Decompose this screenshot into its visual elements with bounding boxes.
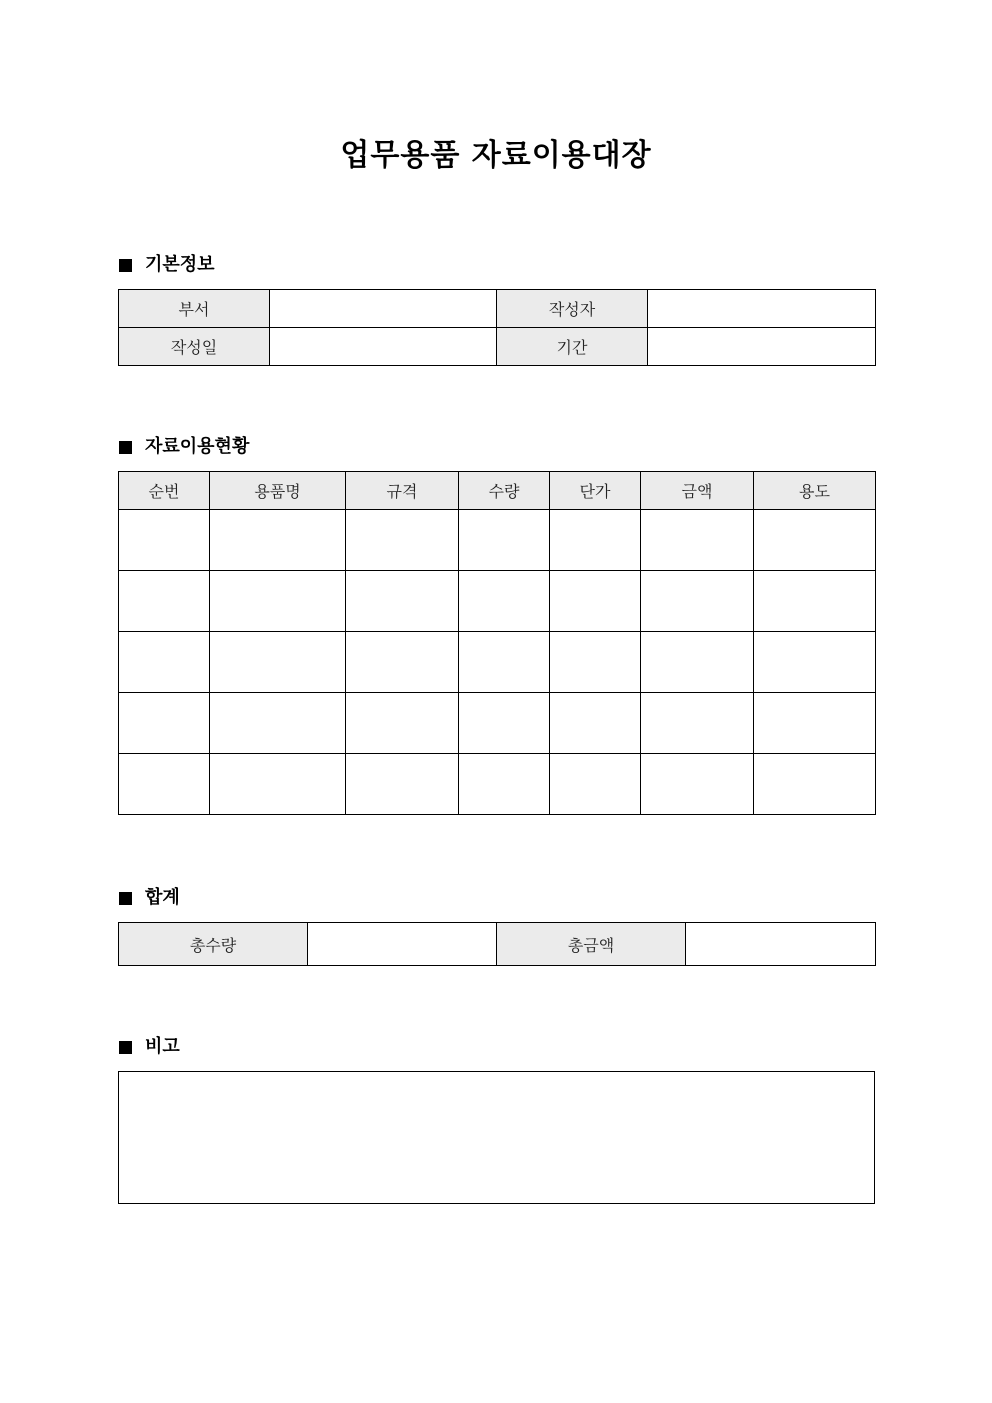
column-header-purpose: 용도 — [754, 472, 876, 510]
column-header-quantity: 수량 — [459, 472, 550, 510]
section-heading-totals — [119, 886, 180, 910]
date-field[interactable] — [270, 328, 497, 366]
table-cell[interactable] — [641, 754, 754, 815]
column-header-unit-price: 단가 — [550, 472, 641, 510]
total-quantity-field[interactable] — [308, 923, 497, 966]
table-cell[interactable] — [210, 693, 346, 754]
totals-table — [118, 922, 876, 966]
column-header-number: 순번 — [119, 472, 210, 510]
author-label: 작성자 — [497, 290, 648, 328]
table-cell[interactable] — [641, 510, 754, 571]
period-label: 기간 — [497, 328, 648, 366]
usage-table — [118, 471, 876, 815]
table-cell[interactable] — [210, 754, 346, 815]
section-heading-usage — [119, 435, 249, 459]
section-heading-label: 비고 — [145, 1036, 180, 1057]
table-cell[interactable] — [641, 571, 754, 632]
table-cell[interactable] — [641, 632, 754, 693]
table-cell[interactable] — [346, 693, 459, 754]
square-bullet-icon — [119, 441, 132, 454]
table-cell[interactable] — [550, 632, 641, 693]
table-cell[interactable] — [550, 693, 641, 754]
table-cell[interactable] — [346, 754, 459, 815]
department-label: 부서 — [119, 290, 270, 328]
table-cell[interactable] — [459, 510, 550, 571]
table-cell[interactable] — [550, 571, 641, 632]
table-cell[interactable] — [119, 754, 210, 815]
section-heading-remarks — [119, 1035, 180, 1059]
table-cell[interactable] — [119, 510, 210, 571]
section-heading-label: 합계 — [145, 887, 180, 908]
table-cell[interactable] — [346, 510, 459, 571]
table-cell[interactable] — [119, 571, 210, 632]
table-cell[interactable] — [459, 754, 550, 815]
table-cell[interactable] — [459, 571, 550, 632]
total-quantity-label: 총수량 — [119, 923, 308, 966]
table-cell[interactable] — [550, 754, 641, 815]
author-field[interactable] — [648, 290, 876, 328]
square-bullet-icon — [119, 259, 132, 272]
table-cell[interactable] — [210, 510, 346, 571]
table-row — [119, 632, 876, 693]
table-cell[interactable] — [754, 510, 876, 571]
section-heading-basic-info — [119, 253, 215, 277]
section-heading-label: 기본정보 — [145, 254, 215, 275]
table-cell[interactable] — [459, 632, 550, 693]
table-cell[interactable] — [346, 571, 459, 632]
table-cell[interactable] — [119, 632, 210, 693]
square-bullet-icon — [119, 1041, 132, 1054]
usage-header-row — [119, 472, 876, 510]
table-row — [119, 754, 876, 815]
date-label: 작성일 — [119, 328, 270, 366]
column-header-spec: 규격 — [346, 472, 459, 510]
total-amount-label: 총금액 — [497, 923, 686, 966]
table-cell[interactable] — [459, 693, 550, 754]
total-amount-field[interactable] — [686, 923, 876, 966]
table-row — [119, 693, 876, 754]
department-field[interactable] — [270, 290, 497, 328]
table-cell[interactable] — [754, 693, 876, 754]
section-heading-label: 자료이용현황 — [145, 436, 250, 457]
table-cell[interactable] — [754, 632, 876, 693]
page-title: 업무용품 자료이용대장 — [340, 138, 652, 173]
column-header-amount: 금액 — [641, 472, 754, 510]
table-cell[interactable] — [641, 693, 754, 754]
table-row — [119, 571, 876, 632]
column-header-item-name: 용품명 — [210, 472, 346, 510]
period-field[interactable] — [648, 328, 876, 366]
square-bullet-icon — [119, 892, 132, 905]
table-cell[interactable] — [119, 693, 210, 754]
table-cell[interactable] — [346, 632, 459, 693]
table-row — [119, 510, 876, 571]
table-cell[interactable] — [754, 754, 876, 815]
table-cell[interactable] — [210, 571, 346, 632]
table-cell[interactable] — [550, 510, 641, 571]
table-cell[interactable] — [754, 571, 876, 632]
table-cell[interactable] — [210, 632, 346, 693]
basic-info-table — [118, 289, 876, 366]
remarks-field[interactable] — [118, 1071, 875, 1204]
